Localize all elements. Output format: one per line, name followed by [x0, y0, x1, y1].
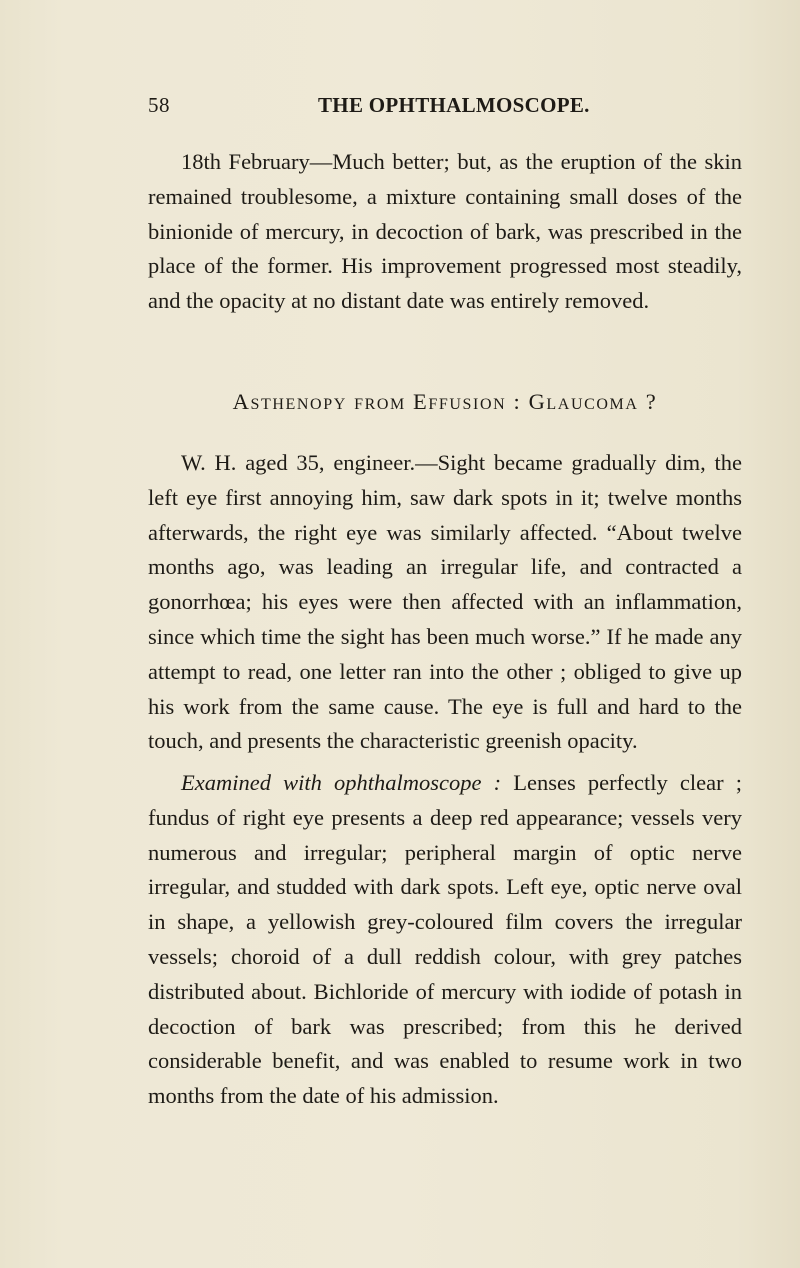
examination-lead: Examined with ophthalmoscope :: [181, 770, 502, 795]
paragraph-examination: [148, 766, 742, 1114]
paragraph-text: [148, 766, 742, 1114]
page-number: 58: [148, 93, 170, 117]
paragraph-february-entry: [148, 145, 742, 319]
paragraph-text: W. H. aged 35, engineer.—Sight became gradually dim, the left eye first annoying him, saw dark spots in it; twelve months afterwards, the right eye was similarly affected. “About twelve months ago, was leading an irregular life, and contracted a gonorrhœa; his eyes were then affected with an inflammation, since which time the sight has been much worse.” If he made any attempt to read, one letter ran into the other ; obliged to give up his work from the same cause. The eye is full and hard to the touch, and presents the characteristic greenish opacity.: [148, 450, 742, 754]
running-title: THE OPHTHALMOSCOPE.: [318, 93, 590, 117]
paragraph-text: 18th February—Much better; but, as the eruption of the skin remained troublesome, a mixture containing small doses of the binionide of mercury, in decoction of bark, was prescribed in the place of the former. His improvement progressed most steadily, and the opacity at no distant date was entirely removed.: [148, 149, 742, 314]
section-heading: Asthenopy from Effusion : Glaucoma ?: [232, 389, 658, 414]
paragraph-case-history: [148, 446, 742, 759]
page-header: [148, 93, 768, 123]
examination-body: Lenses perfectly clear ; fundus of right eye presents a deep red appearance; vessels very numerous and irregular; peripheral margin of optic nerve irregular, and studded with dark spots. Left eye, optic nerve oval in shape, a yellowish grey-coloured film covers the irregular vessels; choroid of a dull reddish colour, with grey patches distributed about. Bichloride of mercury with iodide of potash in decoction of bark was prescribed; from this he derived considerable benefit, and was enabled to resume work in two months from the date of his admission.: [148, 770, 742, 1109]
